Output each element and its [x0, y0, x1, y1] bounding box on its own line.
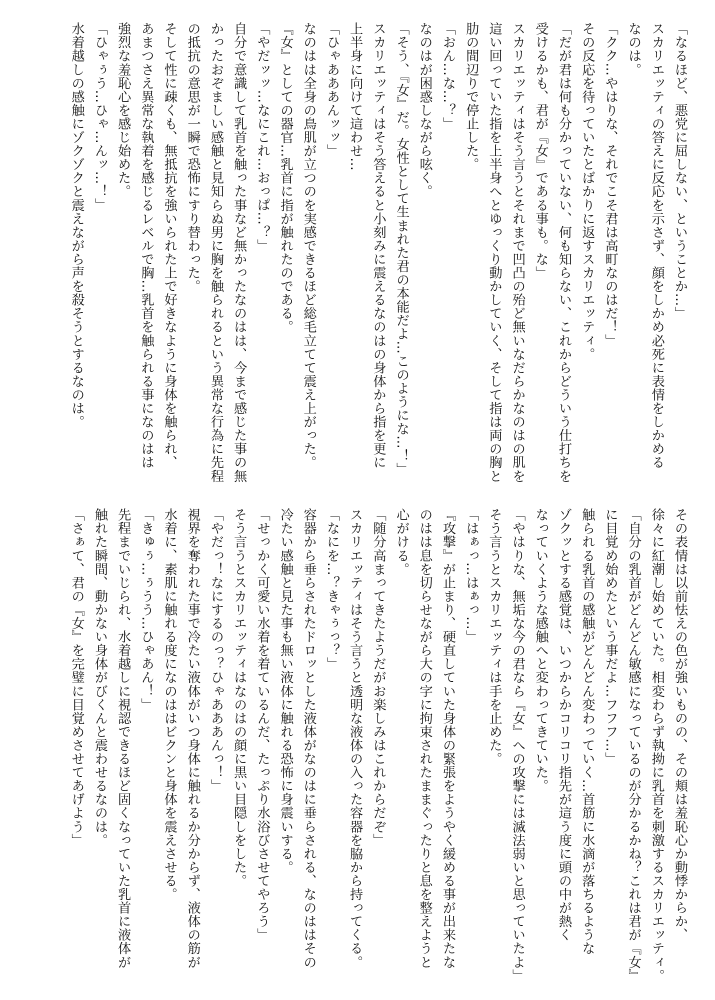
- text-line: なのはが困惑しながら呟く。: [416, 22, 432, 199]
- text-line: 「そう、『女』だ。女性として生まれた君の本能だよ…このようにな…！」: [393, 22, 409, 477]
- text-line: 上半身に向けて這わせ…: [347, 22, 363, 172]
- text-line: に目覚め始めたという事だよ…フフフ…」: [602, 508, 618, 766]
- text-line: の抵抗の意思が一瞬で恐怖にすり替わった。: [184, 22, 200, 293]
- text-line: 触れた瞬間、動かない身体がびくんと震わせるなのは。: [91, 508, 107, 847]
- text-line: 「クク…やはりな、それでこそ君は高町なのはだ！」: [602, 22, 618, 348]
- text-line: 「だが君は何も分かっていない、何も知らない、これからどういう仕打ちを: [555, 22, 571, 483]
- text-line: あまつさえ異常な執着を感じるレベルで胸…乳首を触られる事になのはは: [138, 22, 154, 470]
- text-line: 「やだッッ…なにこれ…おっぱ…？」: [254, 22, 270, 253]
- text-line: 先程までいじられ、水着越しに視認できるほど固くなっていた乳首に液体が: [115, 508, 131, 969]
- text-line: ゾクッとする感覚は、いつからかコリコリ指先が這う度に頭の中が熱く: [555, 508, 571, 942]
- text-line: 「なるほど、悪党に屈しない、ということか…」: [672, 22, 687, 321]
- text-line: 「やだっ！なにするのっ？ひゃあああんっ！」: [207, 508, 223, 793]
- text-line: なのはは全身の鳥肌が立つのを実感できるほど総毛立てて震え上がった。: [300, 22, 316, 470]
- text-line: 「おん…な…？」: [439, 22, 455, 131]
- text-line: 容器から垂らされたドロッとした液体がなのはに垂らされる、なのははその: [300, 508, 316, 969]
- text-line: スカリエッティはそう答えると小刻みに震えるなのはの身体から指を更に: [370, 22, 386, 470]
- text-line: 「ひゃぅう…ひゃ…んッ…！」: [91, 22, 107, 212]
- text-line: 触られる乳首の感触がどんどん変わっていく…首筋に水滴が落ちるような: [579, 508, 595, 956]
- text-line: 這い回っていた指を上半身へとゆっくり動かしていく、そして指は両の胸と: [486, 22, 502, 483]
- text-line: 『攻撃』が止まり、硬直していた身体の緊張をようやく緩める事が出来たな: [439, 508, 455, 969]
- text-line: 『女』としての器官…乳首に指が触れたのである。: [277, 22, 293, 334]
- text-block-bottom: [21, 508, 691, 986]
- text-line: 強烈な羞恥心を感じ始めた。: [115, 22, 131, 199]
- text-line: のはは息を切らせながら大の字に拘束されたままぐったりと息を整えようと: [416, 508, 432, 969]
- text-block-top: [21, 22, 691, 494]
- text-line: 「なにを…？きゃぅっ？」: [323, 508, 339, 671]
- text-line: 視界を奪われた事で冷たい液体がいつ身体に触れるか分からず、液体の筋が: [184, 508, 200, 969]
- text-line: スカリエッティの答えに反応を示さず、顔をしかめ必死に表情をしかめる: [648, 22, 664, 470]
- text-line: スカリエッティはそう言うと透明な液体の入った容器を脇から持ってくる。: [347, 508, 363, 969]
- text-line: その表情は以前怯えの色が強いものの、その頬は羞恥心か動悸からか、: [672, 508, 687, 942]
- text-line: 心がける。: [393, 508, 409, 576]
- text-line: そう言うとスカリエッティは手を止めた。: [486, 508, 502, 766]
- text-line: 「自分の乳首がどんどん敏感になっているのが分かるかね？これは君が『女』: [625, 508, 641, 983]
- text-line: 「きゅぅ…ぅうう…ひゃあん！」: [138, 508, 154, 712]
- text-line: そう言うとスカリエッティはなのはの顔に黒い目隠しをした。: [231, 508, 247, 888]
- text-line: 冷たい感触と見た事も無い液体に触れる恐怖に身震いする。: [277, 508, 293, 874]
- text-line: 「はぁっ…はぁっ…」: [463, 508, 479, 644]
- text-line: その反応を待っていたとばかりに返すスカリエッティ。: [579, 22, 595, 361]
- text-line: 水着越しの感触にゾクゾクと震えながら声を殺そうとするなのは。: [68, 22, 84, 429]
- text-line: そして性に疎くも、無抵抗を強いられた上で好きなように身体を触られ、: [161, 22, 177, 470]
- text-line: 「せっかく可愛い水着を着ているんだ、たっぷり水浴びさせてやろう」: [254, 508, 270, 942]
- text-line: 「やはりな、無垢な今の君なら『女』への攻撃には滅法弱いと思っていたよ」: [509, 508, 525, 983]
- text-line: 「ひゃあああんッッ」: [323, 22, 339, 158]
- text-line: 徐々に紅潮し始めていた。相変わらず執拗に乳首を刺激するスカリエッティ。: [648, 508, 664, 983]
- text-line: なのは。: [625, 22, 641, 77]
- text-line: 受けるかも、君が『女』である事も。な」: [532, 22, 548, 280]
- text-line: 自分で意識して乳首を触った事など無かったなのはは、今まで感じた事の無: [231, 22, 247, 483]
- text-line: 肋の間辺りで停止した。: [463, 22, 479, 172]
- text-line: なっていくような感触へと変わってきていた。: [532, 508, 548, 793]
- text-line: 水着に、素肌に触れる度になのははビクンと身体を震えさせる。: [161, 508, 177, 901]
- text-line: かったおぞましい感触と見知らぬ男に胸を触られるという異常な行為に先程: [207, 22, 223, 483]
- text-line: 「随分高まってきたようだがお楽しみはこれからだぞ」: [370, 508, 386, 847]
- text-line: スカリエッティはそう言うとそれまで凹凸の殆ど無いなだらかなのはの肌を: [509, 22, 525, 483]
- text-line: 「さぁて、君の『女』を完璧に目覚めさせてあげよう」: [68, 508, 84, 847]
